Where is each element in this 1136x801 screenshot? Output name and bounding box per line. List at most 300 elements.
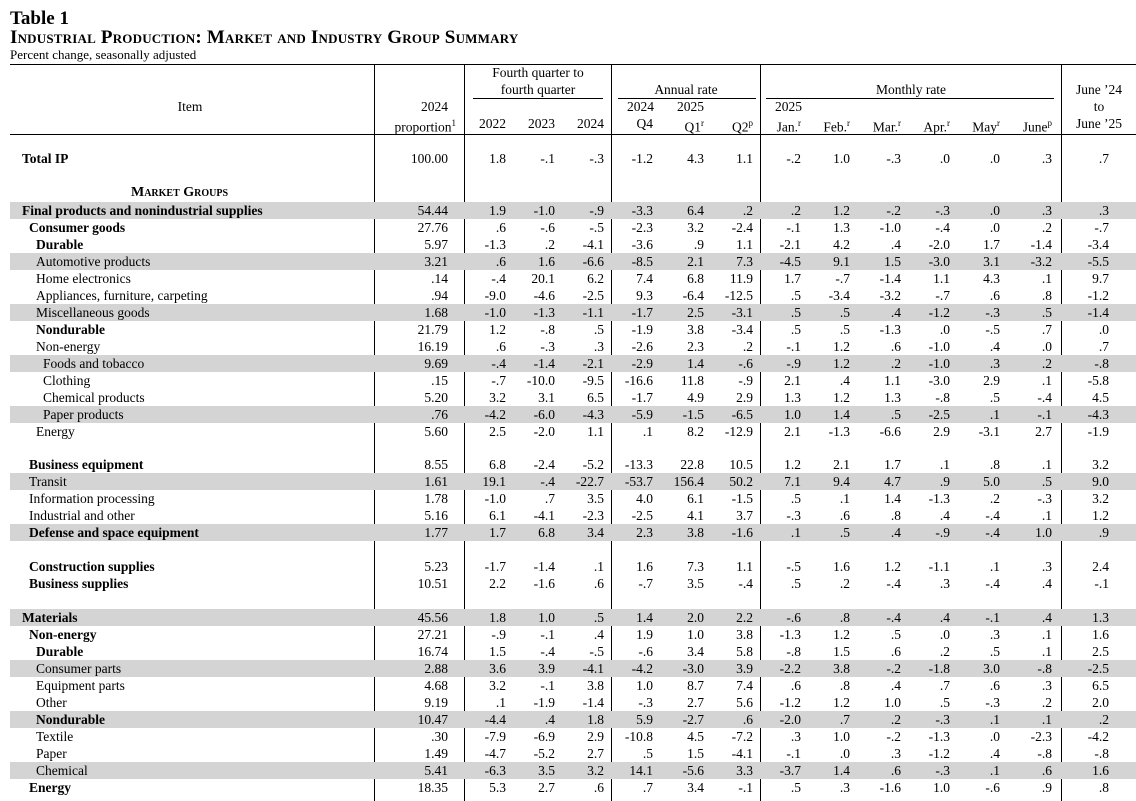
table-cell: -13.3 [624, 457, 653, 472]
table-cell: 50.2 [729, 474, 753, 489]
column-header: Mar.$^r$ [872, 118, 901, 135]
table-cell: -.6 [638, 644, 653, 659]
table-cell: -3.2 [1030, 254, 1052, 269]
table-cell: 1.0 [538, 610, 555, 625]
table-cell: .6 [890, 763, 901, 778]
table-cell: -.6 [985, 780, 1000, 795]
table-cell: 4.0 [636, 491, 653, 506]
table-cell: 4.9 [687, 390, 704, 405]
table-cell: 1.1 [587, 424, 604, 439]
table-cell: 1.8 [489, 151, 506, 166]
table-cell: 3.21 [424, 254, 448, 269]
table-cell: .8 [890, 508, 901, 523]
table-cell: 7.4 [636, 271, 653, 286]
table-cell: 2.2 [736, 610, 753, 625]
table-cell: 20.1 [531, 271, 555, 286]
table-cell: 1.2 [833, 390, 850, 405]
table-cell: 2.7 [587, 746, 604, 761]
table-title: Industrial Production: Market and Industry Group Summary [10, 27, 519, 48]
table-cell: 8.55 [424, 457, 448, 472]
table-cell: .5 [642, 746, 653, 761]
table-cell: -4.2 [631, 661, 653, 676]
table-cell: -2.2 [779, 661, 801, 676]
table-cell: 2.7 [1035, 424, 1052, 439]
row-label: Paper products [43, 407, 124, 422]
table-row [10, 609, 1136, 626]
table-cell: 8.2 [687, 424, 704, 439]
table-cell: -.4 [985, 576, 1000, 591]
table-cell: 1.9 [636, 627, 653, 642]
table-cell: 1.4 [636, 610, 653, 625]
table-cell: .1 [1041, 627, 1052, 642]
table-cell: 3.7 [736, 508, 753, 523]
table-cell: -2.0 [928, 237, 950, 252]
table-cell: -4.1 [582, 237, 604, 252]
table-cell: 1.0 [1035, 525, 1052, 540]
table-cell: -1.9 [533, 695, 555, 710]
table-cell: -.7 [1094, 220, 1109, 235]
table-cell: 3.2 [687, 220, 704, 235]
table-cell: -4.1 [533, 508, 555, 523]
table-cell: -1.0 [928, 339, 950, 354]
table-cell: -3.6 [631, 237, 653, 252]
table-cell: 156.4 [673, 474, 704, 489]
table-cell: 7.3 [687, 559, 704, 574]
table-cell: 1.5 [884, 254, 901, 269]
table-cell: -1.0 [928, 356, 950, 371]
table-cell: .5 [790, 780, 801, 795]
table-cell: .1 [989, 559, 1000, 574]
table-cell: .5 [989, 390, 1000, 405]
table-cell: 6.8 [538, 525, 555, 540]
annual-header: Annual rate [654, 82, 718, 97]
table-cell: 1.49 [424, 746, 448, 761]
table-cell: -1.5 [731, 491, 753, 506]
table-cell: 5.9 [636, 712, 653, 727]
table-cell: -6.6 [879, 424, 901, 439]
table-row [10, 287, 1136, 304]
table-cell: .4 [989, 339, 1000, 354]
table-cell: -1.9 [631, 322, 653, 337]
monthly-header: Monthly rate [875, 82, 947, 97]
table-cell: .3 [989, 356, 1000, 371]
table-cell: .7 [1098, 151, 1109, 166]
table-cell: 7.4 [736, 678, 753, 693]
table-cell: 1.2 [833, 339, 850, 354]
table-cell: .5 [593, 610, 604, 625]
table-cell: 14.1 [629, 763, 653, 778]
row-label: Transit [29, 474, 67, 489]
table-cell: .3 [593, 339, 604, 354]
item-header: Item [177, 99, 203, 114]
table-cell: -.4 [540, 644, 555, 659]
table-cell: -1.7 [484, 559, 506, 574]
table-cell: 1.77 [424, 525, 448, 540]
table-cell: 2.5 [1092, 644, 1109, 659]
table-cell: 1.4 [833, 407, 850, 422]
table-cell: -.5 [589, 220, 604, 235]
table-cell: -.1 [738, 780, 753, 795]
table-cell: -.1 [540, 151, 555, 166]
table-cell: .2 [544, 237, 555, 252]
table-cell: .1 [1041, 508, 1052, 523]
annual-year-2024: 2024 [627, 99, 654, 114]
table-cell: 3.4 [687, 644, 704, 659]
table-cell: -2.1 [582, 356, 604, 371]
row-label: Non-energy [36, 339, 101, 354]
table-cell: 2.9 [587, 729, 604, 744]
table-cell: .5 [839, 322, 850, 337]
table-cell: 1.61 [424, 474, 448, 489]
table-cell: -3.3 [631, 203, 653, 218]
table-cell: .1 [1041, 457, 1052, 472]
table-cell: .1 [939, 457, 950, 472]
table-cell: -4.7 [484, 746, 506, 761]
table-cell: 2.0 [687, 610, 704, 625]
monthly-year-2025: 2025 [775, 99, 802, 114]
table-label: Table 1 [10, 8, 69, 29]
table-cell: 2.0 [1092, 695, 1109, 710]
table-cell: .2 [939, 644, 950, 659]
row-label: Industrial and other [29, 508, 135, 523]
table-cell: 2.5 [687, 305, 704, 320]
table-cell: 1.3 [884, 390, 901, 405]
table-cell: -22.7 [575, 474, 604, 489]
table-cell: -1.2 [631, 151, 653, 166]
table-cell: 1.2 [784, 457, 801, 472]
table-cell: -4.2 [1087, 729, 1109, 744]
table-cell: 8.7 [687, 678, 704, 693]
table-cell: -1.2 [928, 305, 950, 320]
table-cell: .1 [839, 491, 850, 506]
table-cell: -1.3 [879, 322, 901, 337]
table-cell: -2.3 [1030, 729, 1052, 744]
table-cell: -.1 [540, 678, 555, 693]
table-row [10, 643, 1136, 660]
table-cell: .6 [890, 339, 901, 354]
table-cell: -.5 [985, 322, 1000, 337]
table-cell: -1.8 [928, 661, 950, 676]
table-cell: -.4 [985, 525, 1000, 540]
row-label: Textile [36, 729, 74, 744]
table-cell: .0 [939, 627, 950, 642]
table-cell: -2.3 [631, 220, 653, 235]
row-label: Consumer goods [29, 220, 126, 235]
table-cell: 1.7 [983, 237, 1000, 252]
table-cell: .3 [839, 780, 850, 795]
table-cell: .0 [939, 322, 950, 337]
table-cell: -2.0 [779, 712, 801, 727]
table-cell: 2.1 [833, 457, 850, 472]
table-cell: 4.5 [1092, 390, 1109, 405]
table-cell: .6 [495, 220, 506, 235]
table-cell: .4 [989, 746, 1000, 761]
table-cell: 19.1 [482, 474, 506, 489]
table-cell: -4.6 [533, 288, 555, 303]
table-cell: 3.8 [587, 678, 604, 693]
table-cell: .0 [1098, 322, 1109, 337]
table-cell: -.8 [935, 390, 950, 405]
table-row [10, 677, 1136, 694]
table-cell: -8.5 [631, 254, 653, 269]
table-cell: -1.3 [533, 305, 555, 320]
table-cell: -.8 [540, 322, 555, 337]
table-cell: -5.6 [682, 763, 704, 778]
table-cell: 16.74 [417, 644, 448, 659]
table-cell: 2.5 [489, 424, 506, 439]
table-cell: 1.0 [784, 407, 801, 422]
table-cell: 16.19 [417, 339, 448, 354]
table-cell: 11.8 [680, 373, 704, 388]
table-cell: .4 [890, 305, 901, 320]
table-cell: -7.9 [484, 729, 506, 744]
table-cell: .0 [839, 746, 850, 761]
table-cell: .2 [989, 491, 1000, 506]
table-cell: 3.2 [587, 763, 604, 778]
table-cell: .76 [431, 407, 448, 422]
table-cell: -.3 [985, 695, 1000, 710]
row-label: Paper [36, 746, 67, 761]
table-cell: 2.7 [687, 695, 704, 710]
table-cell: -1.3 [928, 729, 950, 744]
table-cell: .5 [790, 576, 801, 591]
table-cell: -.4 [540, 474, 555, 489]
row-label: Equipment parts [36, 678, 125, 693]
table-cell: -16.6 [624, 373, 653, 388]
fq-header-line2: fourth quarter [500, 82, 576, 97]
table-cell: .0 [989, 729, 1000, 744]
table-cell: .4 [890, 678, 901, 693]
table-row [10, 150, 1136, 167]
table-row [10, 355, 1136, 372]
table-cell: -.4 [491, 271, 506, 286]
table-cell: -3.4 [731, 322, 753, 337]
table-cell: 5.16 [424, 508, 448, 523]
table-cell: 5.0 [983, 474, 1000, 489]
table-cell: .2 [790, 203, 801, 218]
table-cell: 5.3 [489, 780, 506, 795]
table-row [10, 236, 1136, 253]
table-cell: .1 [1041, 644, 1052, 659]
table-cell: 1.7 [884, 457, 901, 472]
annual-year-2025: 2025 [677, 99, 704, 114]
table-cell: -1.4 [879, 271, 901, 286]
table-cell: -2.5 [1087, 661, 1109, 676]
table-cell: -1.0 [484, 491, 506, 506]
table-cell: 1.8 [489, 610, 506, 625]
table-cell: .3 [989, 627, 1000, 642]
table-cell: 1.1 [736, 559, 753, 574]
table-cell: 4.5 [687, 729, 704, 744]
table-cell: .4 [839, 373, 850, 388]
fq-span-rule [473, 98, 603, 99]
table-cell: 3.2 [1092, 457, 1109, 472]
table-cell: 3.5 [587, 491, 604, 506]
table-cell: .8 [989, 457, 1000, 472]
table-cell: -1.4 [1087, 305, 1109, 320]
row-label: Foods and tobacco [43, 356, 145, 371]
table-cell: .1 [989, 407, 1000, 422]
table-cell: -4.3 [582, 407, 604, 422]
row-label: Information processing [29, 491, 155, 506]
table-cell: .5 [1041, 474, 1052, 489]
table-cell: 1.2 [833, 695, 850, 710]
table-cell: -9.5 [582, 373, 604, 388]
section-heading-row [10, 184, 1136, 201]
table-cell: .6 [495, 254, 506, 269]
table-cell: .5 [839, 305, 850, 320]
table-cell: -6.4 [682, 288, 704, 303]
table-cell: -10.0 [526, 373, 555, 388]
table-cell: 3.0 [983, 661, 1000, 676]
table-cell: 6.8 [489, 457, 506, 472]
table-cell: .6 [839, 508, 850, 523]
row-label: Energy [36, 424, 75, 439]
table-cell: -.8 [1037, 661, 1052, 676]
table-cell: 3.1 [538, 390, 555, 405]
row-label: Chemical products [43, 390, 145, 405]
table-row [10, 524, 1136, 541]
table-cell: 1.3 [833, 220, 850, 235]
table-cell: 11.9 [729, 271, 753, 286]
table-cell: -1.2 [928, 746, 950, 761]
table-cell: 6.5 [1092, 678, 1109, 693]
table-cell: 1.6 [636, 559, 653, 574]
column-header: Q1$^r$ [684, 118, 704, 135]
table-cell: 1.3 [1092, 610, 1109, 625]
table-cell: -1.0 [533, 203, 555, 218]
table-cell: .9 [1098, 525, 1109, 540]
table-cell: 3.1 [983, 254, 1000, 269]
table-cell: -.2 [886, 729, 901, 744]
table-cell: 1.8 [587, 712, 604, 727]
table-cell: -3.0 [928, 373, 950, 388]
table-cell: -.5 [589, 644, 604, 659]
table-cell: -5.2 [582, 457, 604, 472]
table-cell: -1.6 [731, 525, 753, 540]
table-cell: -5.2 [533, 746, 555, 761]
table-cell: 4.68 [424, 678, 448, 693]
row-label: Automotive products [36, 254, 151, 269]
table-cell: 1.2 [833, 627, 850, 642]
table-cell: 2.1 [784, 424, 801, 439]
table-cell: -.3 [935, 203, 950, 218]
column-header: Feb.$^r$ [823, 118, 850, 135]
table-cell: 5.60 [424, 424, 448, 439]
table-cell: -5.5 [1087, 254, 1109, 269]
table-cell: -.7 [835, 271, 850, 286]
table-cell: 3.5 [687, 576, 704, 591]
table-cell: -2.5 [928, 407, 950, 422]
table-cell: 2.88 [424, 661, 448, 676]
table-cell: 9.4 [833, 474, 850, 489]
table-cell: .4 [890, 525, 901, 540]
row-label: Non-energy [29, 627, 97, 642]
table-cell: 10.51 [417, 576, 448, 591]
table-cell: -6.5 [731, 407, 753, 422]
yoy-header-line1: June ’24 [1075, 82, 1123, 97]
table-cell: -5.9 [631, 407, 653, 422]
table-cell: 1.0 [687, 627, 704, 642]
table-cell: -3.7 [779, 763, 801, 778]
table-cell: 1.1 [933, 271, 950, 286]
table-row [10, 270, 1136, 287]
row-label: Market Groups [131, 185, 229, 200]
table-row [10, 779, 1136, 796]
table-cell: -2.5 [631, 508, 653, 523]
row-label: Durable [36, 644, 84, 659]
table-cell: 3.3 [736, 763, 753, 778]
table-cell: -.3 [1037, 491, 1052, 506]
table-row [10, 321, 1136, 338]
table-cell: -2.7 [682, 712, 704, 727]
table-cell: .30 [431, 729, 448, 744]
table-cell: 22.8 [680, 457, 704, 472]
table-row [10, 389, 1136, 406]
column-header: Q4 [636, 116, 653, 131]
table-cell: 45.56 [417, 610, 448, 625]
table-cell: 1.6 [833, 559, 850, 574]
table-cell: -.4 [886, 576, 901, 591]
table-cell: -2.3 [582, 508, 604, 523]
table-cell: .5 [839, 525, 850, 540]
table-cell: -1.1 [582, 305, 604, 320]
table-cell: -.8 [1037, 746, 1052, 761]
table-cell: 3.6 [489, 661, 506, 676]
table-cell: -1.3 [828, 424, 850, 439]
table-row [10, 372, 1136, 389]
row-label: Other [36, 695, 67, 710]
table-cell: 3.2 [489, 678, 506, 693]
table-cell: -1.9 [1087, 424, 1109, 439]
table-cell: -.6 [540, 220, 555, 235]
table-cell: .7 [1041, 322, 1052, 337]
table-cell: .1 [593, 559, 604, 574]
table-cell: .6 [593, 780, 604, 795]
table-cell: 10.47 [417, 712, 448, 727]
table-cell: -.3 [638, 695, 653, 710]
table-cell: 100.00 [410, 151, 448, 166]
table-cell: .4 [1041, 576, 1052, 591]
table-cell: 1.1 [736, 237, 753, 252]
table-cell: -.9 [786, 356, 801, 371]
table-cell: -.2 [786, 151, 801, 166]
table-cell: -1.6 [533, 576, 555, 591]
table-cell: -.9 [589, 203, 604, 218]
table-cell: .4 [890, 237, 901, 252]
table-cell: 1.6 [538, 254, 555, 269]
table-cell: .9 [1041, 780, 1052, 795]
table-cell: -.1 [786, 220, 801, 235]
row-label: Chemical [36, 763, 88, 778]
proportion-header: proportion$^1$ [394, 118, 456, 135]
row-label: Miscellaneous goods [36, 305, 150, 320]
table-cell: 1.2 [1092, 508, 1109, 523]
table-row [10, 456, 1136, 473]
table-cell: -5.8 [1087, 373, 1109, 388]
table-row [10, 473, 1136, 490]
row-label: Final products and nonindustrial supplies [22, 203, 263, 218]
table-cell: -.3 [935, 712, 950, 727]
table-cell: .0 [939, 151, 950, 166]
column-header: Apr.$^r$ [923, 118, 950, 135]
table-cell: .3 [1041, 151, 1052, 166]
table-cell: 3.2 [1092, 491, 1109, 506]
table-cell: -10.8 [624, 729, 653, 744]
table-cell: .2 [1041, 220, 1052, 235]
table-cell: 4.7 [884, 474, 901, 489]
row-label: Appliances, furniture, carpeting [36, 288, 208, 303]
